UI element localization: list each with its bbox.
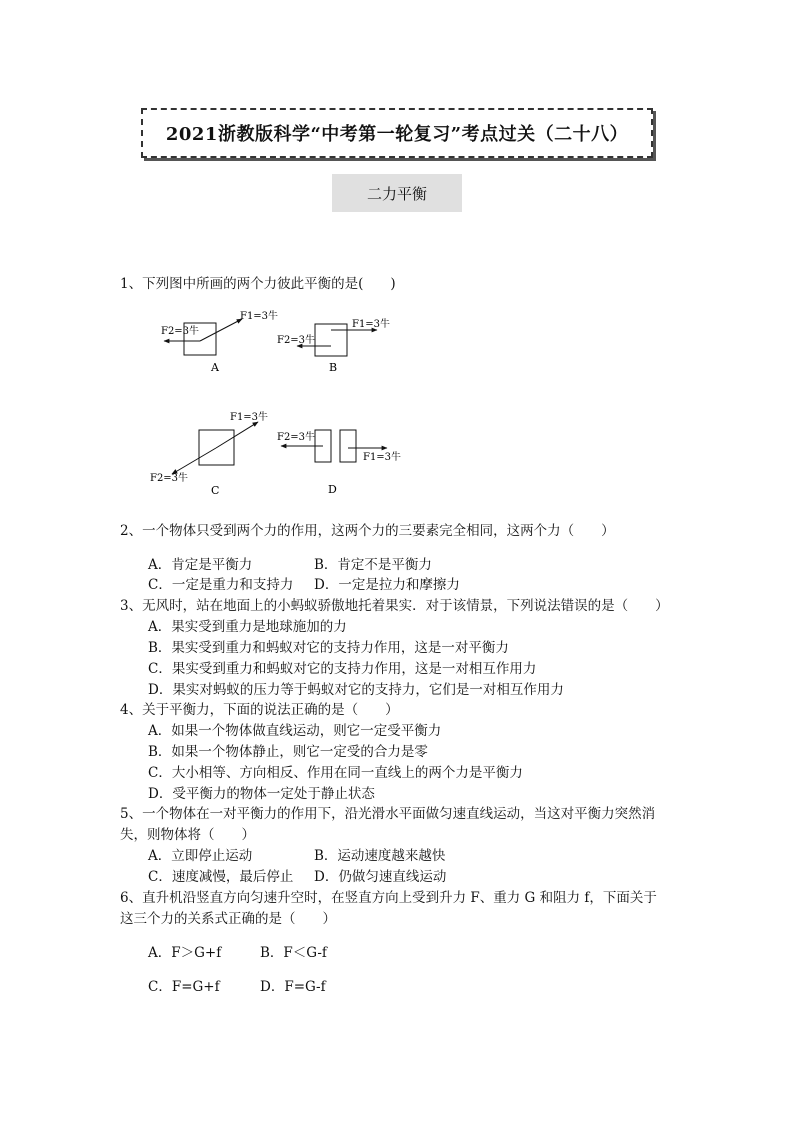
force-f1-label: F1=3牛 — [230, 412, 269, 423]
force-f1-arrow — [216, 422, 258, 448]
figure-c-caption: C — [211, 484, 220, 497]
figure-d-caption: D — [328, 483, 337, 496]
question-4-option-a[interactable]: A．如果一个物体做直线运动，则它一定受平衡力 — [148, 723, 442, 739]
force-f2-arrow — [172, 448, 216, 474]
question-2-option-b[interactable]: B．肯定不是平衡力 — [314, 557, 432, 573]
question-6-option-d[interactable]: D．F=G-f — [260, 979, 326, 995]
force-f1-label: F1=3牛 — [363, 452, 402, 463]
figure-a — [150, 305, 279, 377]
question-6-stem: 6、直升机沿竖直方向匀速升空时，在竖直方向上受到升力 F、重力 G 和阻力 f，下面关于 — [120, 890, 657, 906]
question-2-option-c[interactable]: C．一定是重力和支持力 — [148, 577, 294, 593]
block — [315, 324, 347, 356]
question-2-option-d[interactable]: D．一定是拉力和摩擦力 — [314, 577, 460, 593]
question-5-option-c[interactable]: C．速度减慢，最后停止 — [148, 869, 294, 885]
question-5-stem: 5、一个物体在一对平衡力的作用下，沿光滑水平面做匀速直线运动，当这对平衡力突然消 — [120, 806, 656, 822]
title-box — [141, 108, 653, 158]
question-5-option-b[interactable]: B．运动速度越来越快 — [314, 848, 446, 864]
question-3-option-d[interactable]: D．果实对蚂蚁的压力等于蚂蚁对它的支持力，它们是一对相互作用力 — [148, 682, 564, 698]
question-3-stem: 3、无风时，站在地面上的小蚂蚁骄傲地托着果实．对于该情景，下列说法错误的是（ ） — [120, 598, 669, 614]
question-6-stem-cont: 这三个力的关系式正确的是（ ） — [120, 911, 336, 927]
question-2-stem: 2、一个物体只受到两个力的作用，这两个力的三要素完全相同，这两个力（ ） — [120, 523, 615, 539]
question-4-stem: 4、关于平衡力，下面的说法正确的是（ ） — [120, 702, 399, 718]
page-title: 2021浙教版科学“中考第一轮复习”考点过关（二十八） — [165, 124, 629, 145]
question-4-option-c[interactable]: C．大小相等、方向相反、作用在同一直线上的两个力是平衡力 — [148, 765, 523, 781]
question-6-option-b[interactable]: B．F＜G-f — [260, 945, 327, 961]
force-f2-label: F2=3牛 — [277, 335, 316, 346]
figure-c — [150, 408, 280, 500]
question-3-option-a[interactable]: A．果实受到重力是地球施加的力 — [148, 619, 347, 635]
section-title: 二力平衡 — [332, 174, 462, 212]
force-f2-label: F2=3牛 — [150, 473, 189, 484]
figure-b — [275, 310, 395, 376]
question-6-option-c[interactable]: C．F=G+f — [148, 979, 220, 995]
figure-b-caption: B — [329, 361, 338, 374]
question-2-option-a[interactable]: A．肯定是平衡力 — [148, 557, 253, 573]
force-f1-arrow — [200, 319, 242, 341]
question-6-option-a[interactable]: A．F＞G+f — [148, 945, 222, 961]
question-3-option-b[interactable]: B．果实受到重力和蚂蚁对它的支持力作用，这是一对平衡力 — [148, 640, 509, 656]
force-f1-label: F1=3牛 — [352, 319, 391, 330]
force-f2-label: F2=3牛 — [277, 432, 316, 443]
force-f1-label: F1=3牛 — [240, 311, 279, 322]
question-4-option-b[interactable]: B．如果一个物体静止，则它一定受的合力是零 — [148, 744, 428, 760]
question-3-option-c[interactable]: C．果实受到重力和蚂蚁对它的支持力作用，这是一对相互作用力 — [148, 661, 537, 677]
block-right — [340, 430, 356, 462]
figure-d — [275, 420, 405, 500]
question-1-stem: 1、下列图中所画的两个力彼此平衡的是( ) — [120, 276, 396, 292]
figure-a-caption: A — [211, 361, 219, 374]
question-4-option-d[interactable]: D．受平衡力的物体一定处于静止状态 — [148, 786, 375, 802]
question-5-stem-cont: 失，则物体将（ ） — [120, 827, 255, 843]
question-5-option-a[interactable]: A．立即停止运动 — [148, 848, 253, 864]
force-f2-label: F2=3牛 — [161, 326, 200, 337]
question-5-option-d[interactable]: D．仍做匀速直线运动 — [314, 869, 447, 885]
